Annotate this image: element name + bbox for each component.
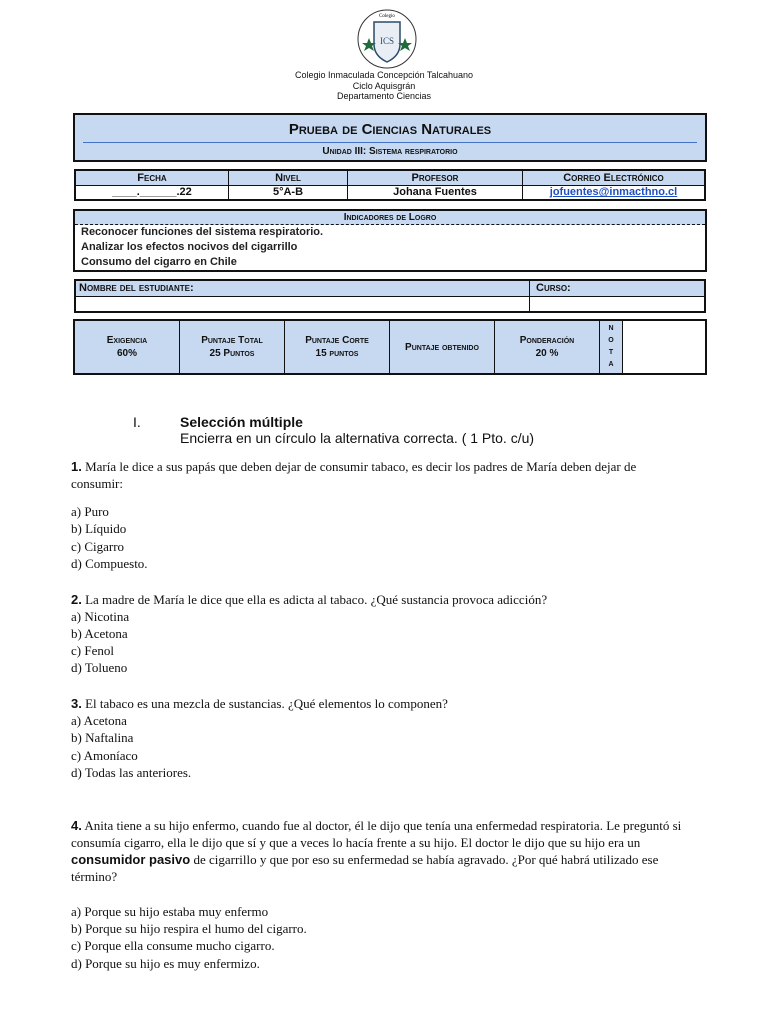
nota-field[interactable] [623, 320, 707, 374]
nota-letter: T [608, 349, 614, 356]
indicators-title: Indicadores de Logro [75, 211, 705, 225]
option[interactable]: b) Acetona [71, 626, 128, 641]
option[interactable]: c) Porque ella consume mucho cigarro. [71, 938, 275, 953]
option[interactable]: c) Amoníaco [71, 748, 138, 763]
indicator-item: Consumo del cigarro en Chile [81, 256, 237, 268]
profesor-value: Johana Fuentes [348, 185, 523, 200]
question-text: La madre de María le dice que ella es adicta al tabaco. ¿Qué sustancia provoca adicción? [85, 592, 548, 607]
course-label: Curso: [530, 280, 706, 296]
header-nivel: Nivel [229, 170, 348, 185]
option[interactable]: b) Porque su hijo respira el humo del cigarro. [71, 921, 307, 936]
email-link[interactable]: jofuentes@inmacthno.cl [523, 185, 706, 200]
question-number: 1. [71, 459, 82, 474]
header-correo: Correo Electrónico [523, 170, 706, 185]
question-number: 3. [71, 696, 82, 711]
question [71, 817, 686, 885]
nota-letter: O [608, 337, 614, 344]
option[interactable]: d) Tolueno [71, 660, 128, 675]
question-highlight: consumidor pasivo [71, 852, 191, 867]
total-value: 25 Puntos [209, 348, 255, 359]
section-number: I. [133, 414, 141, 430]
option[interactable]: d) Porque su hijo es muy enfermizo. [71, 956, 260, 971]
question-text: María le dice a sus papás que deben dejar de consumir tabaco, es decir los padres de María deben dejar de consumir: [71, 459, 637, 491]
option[interactable]: a) Puro [71, 504, 109, 519]
question [71, 458, 691, 492]
corte-label: Puntaje Corte [305, 335, 369, 346]
option[interactable]: c) Fenol [71, 643, 114, 658]
option[interactable]: b) Líquido [71, 521, 127, 536]
student-name-field[interactable] [75, 296, 530, 312]
question-text: Anita tiene a su hijo enfermo, cuando fue al doctor, él le dijo que tenía una enfermedad respiratoria. Le preguntó si consumía cigarro, ella le dijo que sí y que a veces lo hacía frente a su hijo. El doctor le dijo que su hijo era un [71, 818, 682, 850]
nota-letter: A [608, 361, 614, 368]
option[interactable]: b) Naftalina [71, 730, 134, 745]
nivel-value: 5°A-B [229, 185, 348, 200]
option[interactable]: c) Cigarro [71, 539, 125, 554]
exigencia-label: Exigencia [106, 335, 148, 346]
ponderacion-value: 20 % [535, 348, 559, 359]
question-text: de cigarrillo y que por eso su enfermedad se había agravado. ¿Por qué habrá utilizado ese término? [71, 852, 659, 884]
unit-title: Unidad III: Sistema respiratorio [322, 146, 458, 157]
page-title: Prueba de Ciencias Naturales [288, 121, 492, 138]
question-number: 4. [71, 818, 82, 833]
section-instruction: Encierra en un círculo la alternativa correcta. ( 1 Pto. c/u) [180, 430, 535, 446]
header-profesor: Profesor [348, 170, 523, 185]
info-table [74, 169, 706, 201]
school-logo [356, 8, 418, 70]
fecha-value: ____.______.22 [75, 185, 229, 200]
ponderacion-label: Ponderación [519, 335, 575, 346]
corte-value: 15 puntos [315, 348, 359, 359]
course-field[interactable] [530, 296, 706, 312]
question [71, 591, 691, 608]
option[interactable]: a) Nicotina [71, 609, 130, 624]
student-table [74, 279, 706, 313]
option[interactable]: d) Todas las anteriores. [71, 765, 192, 780]
header-fecha: Fecha [75, 170, 229, 185]
total-label: Puntaje Total [201, 335, 263, 346]
cycle-name: Ciclo Aquisgrán [352, 80, 416, 91]
student-name-label: Nombre del estudiante: [75, 280, 530, 296]
nota-letter: N [608, 325, 614, 332]
department-name: Departamento Ciencias [336, 91, 432, 101]
scores-table [73, 319, 707, 375]
exigencia-value: 60% [116, 348, 137, 359]
question-number: 2. [71, 592, 82, 607]
question-text: El tabaco es una mezcla de sustancias. ¿Qué elementos lo componen? [85, 696, 448, 711]
indicator-item: Analizar los efectos nocivos del cigarrillo [81, 241, 298, 253]
question [71, 695, 691, 712]
indicators-box [73, 209, 707, 272]
section-title: Selección múltiple [180, 414, 303, 430]
obtenido-label: Puntaje obtenido [405, 341, 479, 353]
title-box [73, 113, 707, 162]
logo-top-text: Colegio [379, 14, 395, 19]
option[interactable]: d) Compuesto. [71, 556, 148, 571]
option[interactable]: a) Porque su hijo estaba muy enfermo [71, 904, 269, 919]
option[interactable]: a) Acetona [71, 713, 127, 728]
indicator-item: Reconocer funciones del sistema respiratorio. [81, 226, 324, 238]
logo-letters: ICS [379, 36, 395, 46]
school-name: Colegio Inmaculada Concepción Talcahuano [295, 70, 473, 80]
